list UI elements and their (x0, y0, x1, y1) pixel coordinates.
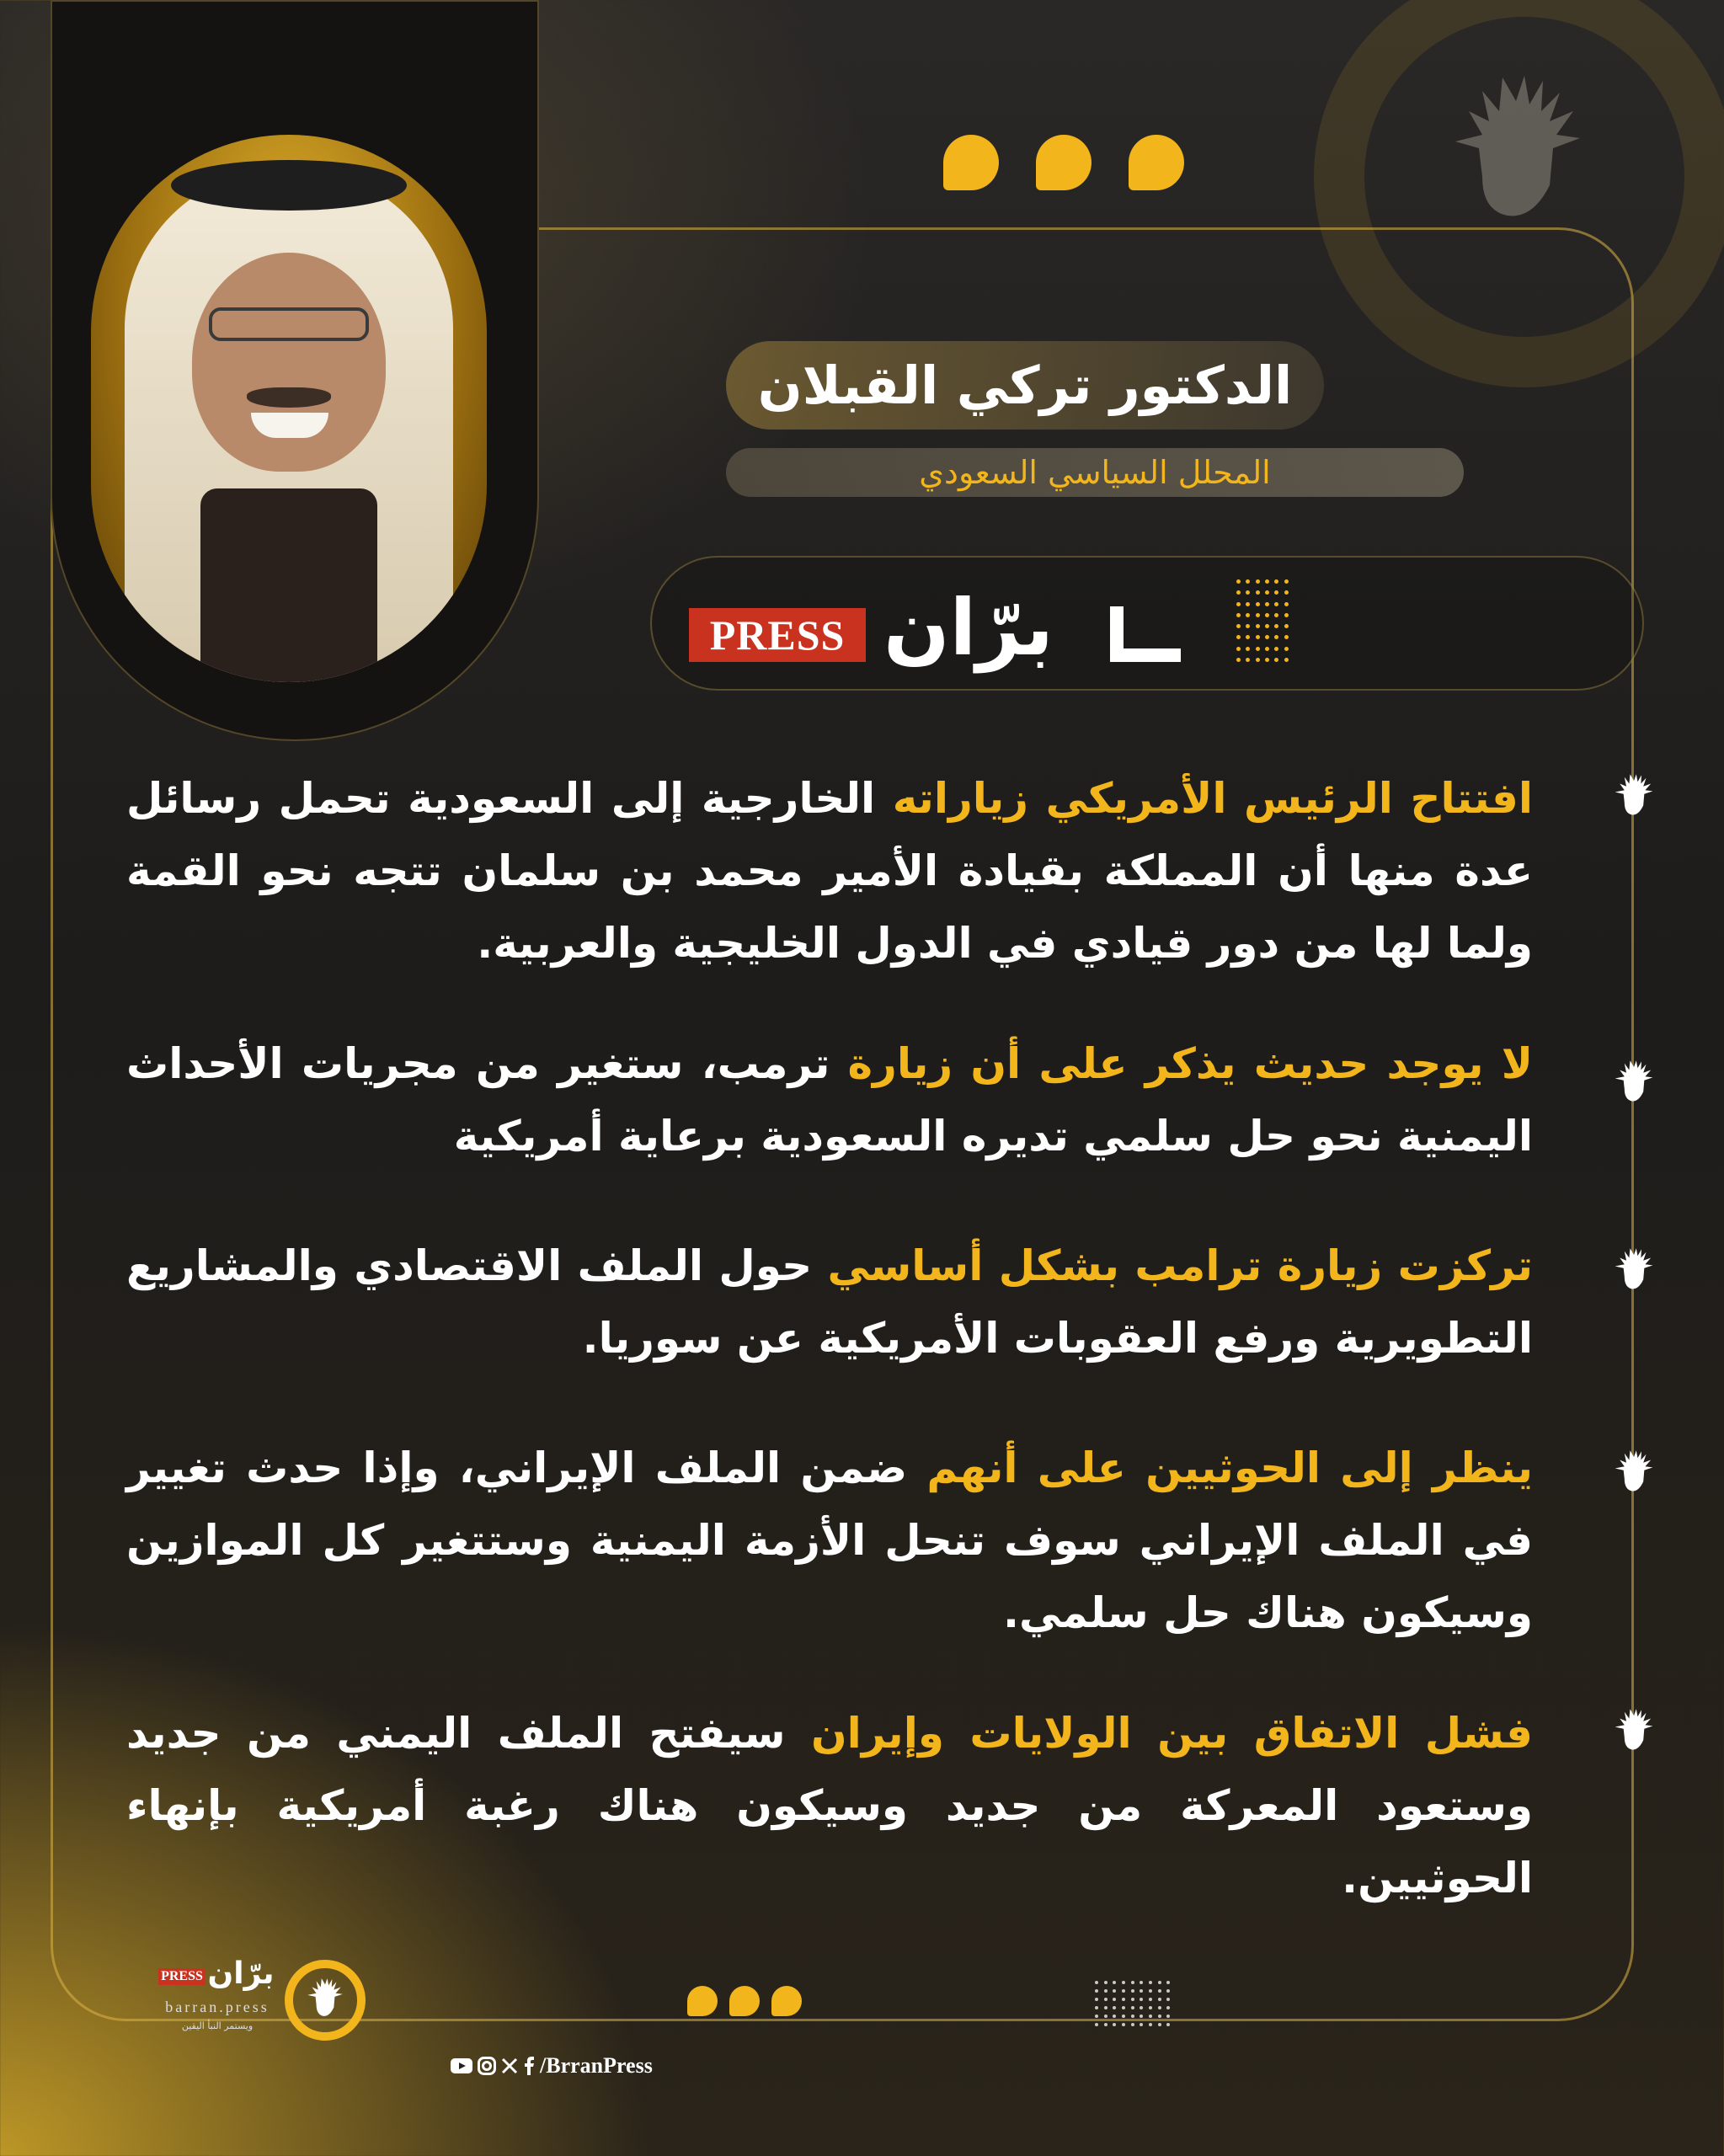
bullet-text: ضمن الملف الإيراني، وإذا حدث تغيير في الملف الإيراني سوف تنحل الأزمة اليمنية وستتغير كل الموازين وسيكون هناك حل سلمي. (126, 1444, 1533, 1637)
footer-tagline: ويستمر النبأ اليقين (181, 2020, 254, 2031)
bullet-point (126, 1432, 1533, 1649)
social-handle[interactable]: /BrranPress (540, 2053, 653, 2078)
bullet-highlight: تركزت زيارة ترامب بشكل أساسي (827, 1241, 1533, 1290)
bullet-highlight: لا يوجد حديث يذكر على أن زيارة (847, 1039, 1533, 1088)
quote-dot (1129, 135, 1184, 190)
rooster-icon (1610, 1057, 1657, 1107)
bullet-point (126, 1697, 1533, 1914)
rooster-icon (1610, 1447, 1657, 1497)
rooster-icon (303, 1977, 347, 2020)
footer-site: barran.press (165, 1999, 270, 2015)
youtube-icon[interactable] (451, 2057, 472, 2074)
bullet-point (126, 1027, 1533, 1172)
bullet-text: سيفتح الملف اليمني من جديد وستعود المعركة من جديد وسيكون هناك رغبة أمريكية بإنهاء الحوثيين. (126, 1709, 1533, 1903)
instagram-icon[interactable] (478, 2057, 496, 2075)
press-badge: PRESS (689, 608, 866, 662)
facebook-icon[interactable] (523, 2057, 535, 2075)
quote-dot (1036, 135, 1092, 190)
corner-bracket-icon (1110, 606, 1181, 662)
quote-dot (729, 1986, 760, 2016)
bullet-text: حول الملف الاقتصادي والمشاريع التطويرية ورفع العقوبات الأمريكية عن سوريا. (126, 1241, 1533, 1363)
footer-logo (158, 1950, 377, 2051)
dot-grid-decoration (1236, 579, 1289, 664)
bullet-highlight: ينظر إلى الحوثيين على أنهم (926, 1444, 1533, 1492)
footer-press-badge: PRESS (158, 1968, 205, 1985)
quote-dot (687, 1986, 718, 2016)
speaker-name: الدكتور تركي القبلان (726, 341, 1324, 430)
quote-dot (943, 135, 999, 190)
quote-dot (771, 1986, 802, 2016)
bullet-highlight: فشل الاتفاق بين الولايات وإيران (811, 1709, 1534, 1758)
bullet-text: ترمب، ستغير من مجريات الأحداث اليمنية نحو حل سلمي تديره السعودية برعاية أمريكية (126, 1039, 1533, 1161)
bullet-text: الخارجية إلى السعودية تحمل رسائل عدة منها أن المملكة بقيادة الأمير محمد بن سلمان تتجه نحو القمة ولما لها من دور قيادي في الدول الخليجية والعربية. (126, 774, 1533, 968)
rooster-watermark-icon (1432, 67, 1600, 236)
x-icon[interactable] (501, 2057, 518, 2074)
dot-grid-decoration (1095, 1981, 1172, 2028)
brand-wordmark: برّان (883, 582, 1054, 673)
rooster-icon (1610, 771, 1657, 821)
rooster-icon (1610, 1705, 1657, 1756)
speaker-photo (91, 135, 487, 682)
bullet-point (126, 1230, 1533, 1374)
footer-brand-ar: برّان (207, 1956, 275, 1991)
bullet-point (126, 762, 1533, 979)
speaker-title: المحلل السياسي السعودي (726, 448, 1464, 497)
rooster-icon (1610, 1245, 1657, 1295)
social-row (451, 2053, 653, 2079)
bullet-highlight: افتتاح الرئيس الأمريكي زياراته (892, 774, 1533, 823)
